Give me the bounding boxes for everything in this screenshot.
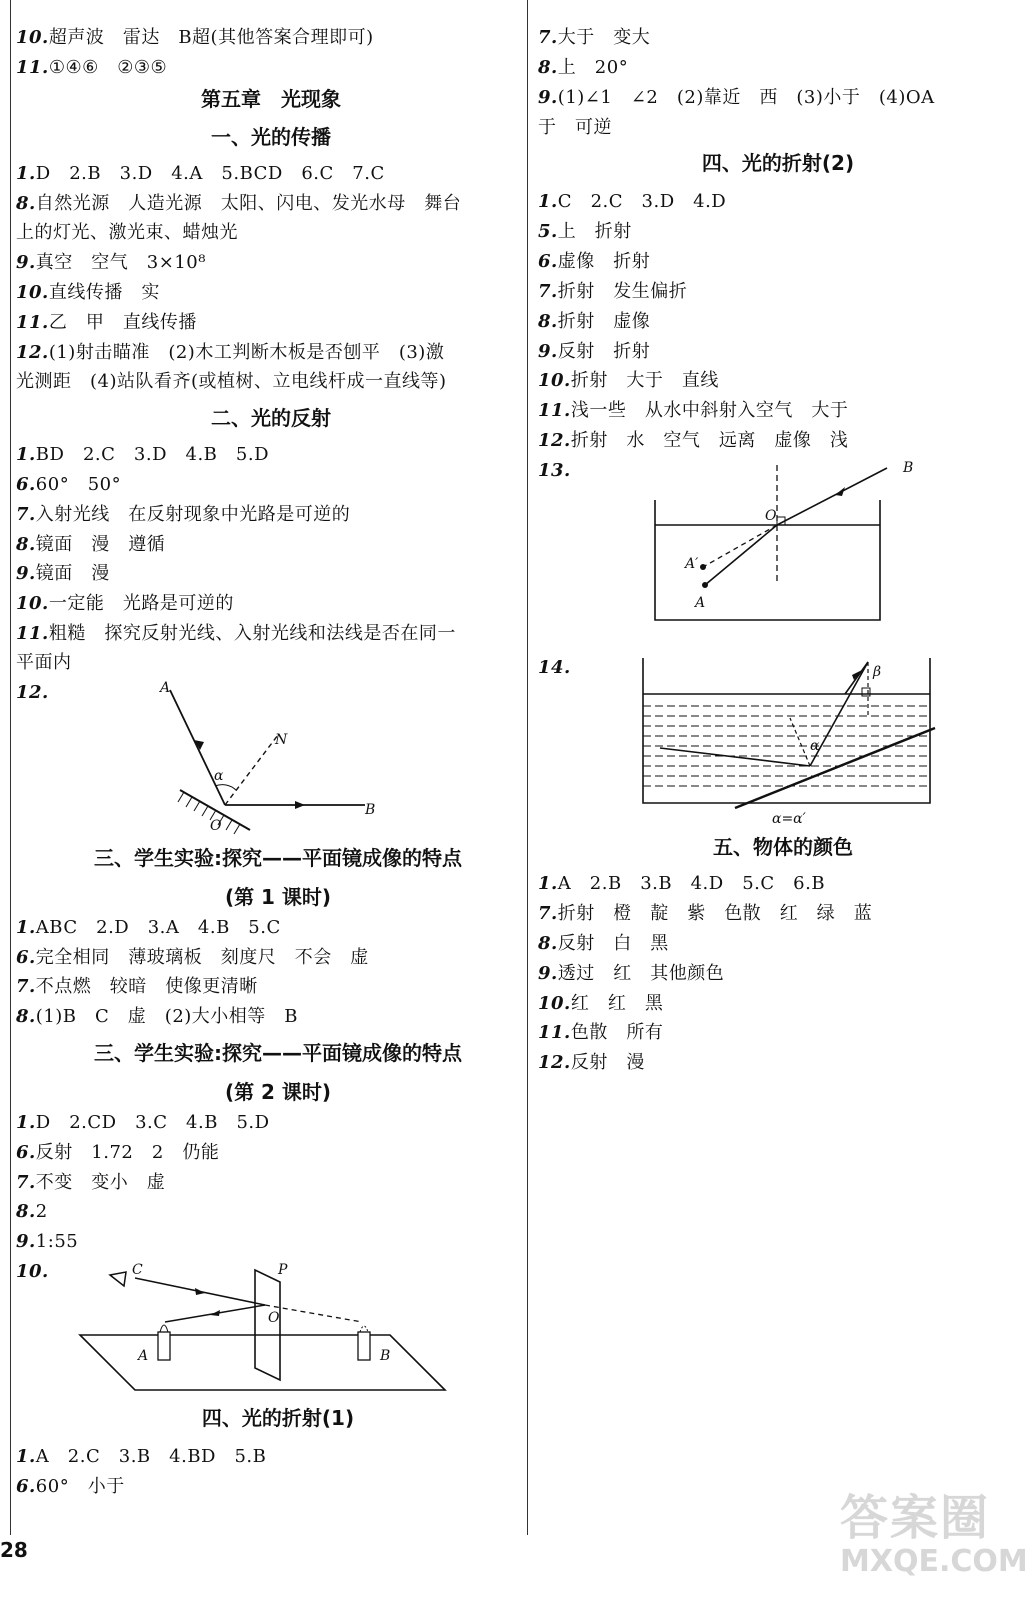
fig13-label-b: B — [903, 460, 914, 476]
fig12-label-o: O — [210, 818, 222, 834]
answer-text: 粗糙 探究反射光线、入射光线和法线是否在同一 — [48, 623, 456, 644]
answer-text: ①④⑥ ②③⑤ — [48, 57, 168, 78]
answer-line — [16, 1171, 165, 1195]
answer-text: 不变 变小 虚 — [35, 1172, 166, 1193]
answer-line — [16, 370, 447, 394]
answer-number: 9. — [538, 341, 558, 362]
answer-number: 8. — [16, 534, 36, 555]
fig12-label-n: N — [275, 732, 288, 748]
answer-line — [16, 192, 461, 216]
page-number: 28 — [0, 1538, 28, 1562]
answer-number: 11. — [16, 57, 49, 78]
answer-number: 8. — [16, 1201, 36, 1222]
answer-number: 11. — [538, 1022, 571, 1043]
answer-line — [538, 932, 669, 956]
answer-line — [16, 1260, 49, 1284]
section-heading: 三、学生实验:探究——平面镜成像的特点 — [94, 846, 462, 870]
answer-line — [16, 26, 374, 50]
fig12-label-b: B — [365, 802, 376, 818]
answer-number: 7. — [538, 281, 558, 302]
answer-line — [16, 503, 350, 527]
answer-line — [538, 399, 848, 423]
answer-text: BD 2.C 3.D 4.B 5.D — [35, 444, 270, 465]
answer-number: 12. — [538, 1052, 571, 1073]
answer-line — [16, 443, 269, 467]
section-heading: 三、学生实验:探究——平面镜成像的特点 — [94, 1041, 462, 1065]
answer-text: D 2.B 3.D 4.A 5.BCD 6.C 7.C — [35, 163, 385, 184]
watermark-main: 答案圈 — [840, 1490, 991, 1546]
answer-text: 入射光线 在反射现象中光路是可逆的 — [35, 504, 351, 525]
answer-text: 反射 折射 — [557, 341, 651, 362]
fig10-label-c: C — [132, 1262, 143, 1278]
answer-line — [538, 56, 628, 80]
answer-line — [16, 162, 385, 186]
answer-number: 10. — [16, 593, 49, 614]
answer-line — [16, 221, 238, 245]
answer-number: 12. — [538, 430, 571, 451]
answer-text: 虚像 折射 — [557, 251, 651, 272]
answer-number: 8. — [538, 57, 558, 78]
answer-number: 10. — [16, 282, 49, 303]
answer-number: 6. — [16, 1476, 36, 1497]
answer-text: 折射 水 空气 远离 虚像 浅 — [570, 430, 849, 451]
answer-text: 一定能 光路是可逆的 — [48, 593, 234, 614]
answer-text: 60° 小于 — [35, 1476, 125, 1497]
fig13-label-a: A — [695, 595, 706, 611]
answer-line — [538, 429, 848, 453]
answer-line — [16, 592, 234, 616]
answer-number: 7. — [16, 976, 36, 997]
answer-number: 8. — [538, 311, 558, 332]
figure-14-mirror-in-water — [640, 658, 940, 828]
answer-line — [16, 1005, 298, 1029]
answer-number: 7. — [538, 27, 558, 48]
answer-line — [538, 26, 650, 50]
answer-line — [538, 310, 650, 334]
fig10-label-b: B — [380, 1348, 391, 1364]
answer-text: 色散 所有 — [570, 1022, 664, 1043]
answer-line — [538, 86, 935, 110]
answer-text: 60° 50° — [35, 474, 122, 495]
answer-line — [16, 681, 49, 705]
answer-number: 1. — [16, 917, 36, 938]
answer-line — [16, 473, 121, 497]
answer-number: 10. — [16, 1261, 49, 1282]
answer-text: 折射 橙 靛 紫 色散 红 绿 蓝 — [557, 903, 873, 924]
answer-line — [16, 1230, 78, 1254]
answer-text: 2 — [35, 1201, 48, 1222]
answer-text: 光测距 (4)站队看齐(或植树、立电线杆成一直线等) — [16, 371, 447, 392]
answer-text: A 2.B 3.B 4.D 5.C 6.B — [557, 873, 826, 894]
answer-line — [16, 1475, 125, 1499]
answer-number: 9. — [538, 87, 558, 108]
left-margin-rule — [10, 0, 11, 1535]
answer-number: 7. — [538, 903, 558, 924]
answer-number: 6. — [16, 1142, 36, 1163]
answer-text: 自然光源 人造光源 太阳、闪电、发光水母 舞台 — [35, 193, 462, 214]
answer-number: 10. — [538, 993, 571, 1014]
answer-line — [16, 341, 444, 365]
section-heading: (第 1 课时) — [224, 885, 332, 909]
answer-text: 上的灯光、激光束、蜡烛光 — [16, 222, 238, 243]
answer-line — [538, 340, 650, 364]
answer-text: 上 20° — [557, 57, 629, 78]
answer-number: 11. — [538, 400, 571, 421]
answer-number: 11. — [16, 312, 49, 333]
answer-line — [538, 116, 612, 140]
answer-text: 折射 大于 直线 — [570, 370, 719, 391]
answer-line — [538, 962, 724, 986]
answer-number: 1. — [538, 873, 558, 894]
answer-text: 反射 1.72 2 仍能 — [35, 1142, 220, 1163]
answer-text: 浅一些 从水中斜射入空气 大于 — [570, 400, 849, 421]
answer-number: 1. — [16, 1112, 36, 1133]
answer-number: 8. — [16, 1006, 36, 1027]
answer-line — [16, 251, 206, 275]
section-heading: 四、光的折射(1) — [201, 1406, 355, 1430]
answer-text: D 2.CD 3.C 4.B 5.D — [35, 1112, 270, 1133]
fig14-label-alpha: α — [810, 738, 820, 754]
answer-text: 超声波 雷达 B超(其他答案合理即可) — [48, 27, 374, 48]
answer-text: 大于 变大 — [557, 27, 651, 48]
answer-number: 13. — [538, 460, 571, 481]
answer-line — [538, 656, 571, 680]
answer-number: 12. — [16, 342, 49, 363]
answer-text: ABC 2.D 3.A 4.B 5.C — [35, 917, 281, 938]
answer-text: (1)射击瞄准 (2)木工判断木板是否刨平 (3)激 — [48, 342, 445, 363]
answer-text: C 2.C 3.D 4.D — [557, 191, 727, 212]
fig10-label-p: P — [278, 1262, 288, 1278]
answer-number: 6. — [16, 947, 36, 968]
answer-line — [16, 562, 110, 586]
answer-line — [16, 311, 197, 335]
fig13-label-o: O — [765, 508, 777, 524]
answer-text: 直线传播 实 — [48, 282, 160, 303]
answer-number: 9. — [538, 963, 558, 984]
answer-text: 折射 虚像 — [557, 311, 651, 332]
answer-line — [538, 369, 719, 393]
answer-number: 8. — [16, 193, 36, 214]
answer-number: 6. — [16, 474, 36, 495]
column-divider — [527, 0, 528, 1535]
figure-13-refraction — [655, 460, 925, 625]
answer-number: 6. — [538, 251, 558, 272]
answer-number: 10. — [16, 27, 49, 48]
watermark — [840, 1490, 1028, 1590]
answer-line — [16, 56, 167, 80]
section-heading: (第 2 课时) — [224, 1080, 332, 1104]
answer-text: 乙 甲 直线传播 — [48, 312, 197, 333]
fig10-label-a: A — [138, 1348, 149, 1364]
answer-line — [16, 1445, 266, 1469]
answer-line — [16, 1141, 219, 1165]
figure-10-plane-mirror — [80, 1260, 450, 1400]
answer-text: 于 可逆 — [538, 117, 612, 138]
answer-number: 1. — [16, 444, 36, 465]
answer-number: 7. — [16, 504, 36, 525]
answer-line — [16, 651, 72, 675]
answer-text: 1:55 — [35, 1231, 79, 1252]
answer-line — [16, 1200, 48, 1224]
fig12-label-a: A — [160, 680, 171, 696]
answer-line — [16, 975, 258, 999]
answer-line — [538, 459, 571, 483]
answer-text: 镜面 漫 遵循 — [35, 534, 166, 555]
answer-text: (1)B C 虚 (2)大小相等 B — [35, 1006, 299, 1027]
fig14-label-beta: β — [873, 664, 882, 680]
answer-line — [538, 902, 872, 926]
answer-line — [16, 533, 165, 557]
answer-line — [538, 280, 687, 304]
answer-line — [538, 1051, 645, 1075]
section-heading: 四、光的折射(2) — [701, 151, 855, 175]
answer-text: 镜面 漫 — [35, 563, 110, 584]
answer-number: 1. — [16, 163, 36, 184]
answer-text: (1)∠1 ∠2 (2)靠近 西 (3)小于 (4)OA — [557, 87, 935, 108]
fig10-label-o: O — [268, 1310, 280, 1326]
answer-number: 9. — [16, 1231, 36, 1252]
answer-text: 反射 白 黑 — [557, 933, 669, 954]
answer-text: 完全相同 薄玻璃板 刻度尺 不会 虚 — [35, 947, 369, 968]
answer-line — [538, 250, 650, 274]
watermark-url: MXQE.COM — [840, 1544, 1028, 1579]
fig14-caption: α=α′ — [772, 811, 806, 827]
answer-line — [538, 872, 825, 896]
answer-number: 9. — [16, 252, 36, 273]
answer-line — [538, 220, 632, 244]
answer-text: 上 折射 — [557, 221, 632, 242]
answer-line — [16, 281, 160, 305]
answer-line — [16, 916, 281, 940]
answer-text: 红 红 黑 — [570, 993, 664, 1014]
answer-number: 7. — [16, 1172, 36, 1193]
answer-line — [538, 992, 663, 1016]
section-heading: 五、物体的颜色 — [713, 835, 853, 859]
answer-number: 14. — [538, 657, 571, 678]
answer-text: 反射 漫 — [570, 1052, 645, 1073]
fig13-label-a-image: A′ — [685, 556, 699, 572]
answer-number: 12. — [16, 682, 49, 703]
answer-text: 平面内 — [16, 652, 72, 673]
answer-number: 11. — [16, 623, 49, 644]
answer-number: 5. — [538, 221, 558, 242]
answer-number: 8. — [538, 933, 558, 954]
answer-line — [538, 190, 726, 214]
section-heading: 二、光的反射 — [211, 406, 331, 430]
answer-number: 1. — [16, 1446, 36, 1467]
section-heading: 第五章 光现象 — [201, 87, 341, 111]
answer-text: 透过 红 其他颜色 — [557, 963, 725, 984]
answer-text: 折射 发生偏折 — [557, 281, 688, 302]
answer-text: A 2.C 3.B 4.BD 5.B — [35, 1446, 267, 1467]
answer-line — [16, 1111, 270, 1135]
answer-text: 不点燃 较暗 使像更清晰 — [35, 976, 258, 997]
answer-line — [16, 946, 369, 970]
answer-text: 真空 空气 3×10⁸ — [35, 252, 206, 273]
section-heading: 一、光的传播 — [211, 125, 331, 149]
answer-number: 10. — [538, 370, 571, 391]
fig12-label-alpha: α — [214, 768, 224, 784]
figure-12-reflection — [140, 680, 400, 840]
answer-number: 1. — [538, 191, 558, 212]
answer-line — [538, 1021, 663, 1045]
answer-line — [16, 622, 456, 646]
answer-number: 9. — [16, 563, 36, 584]
